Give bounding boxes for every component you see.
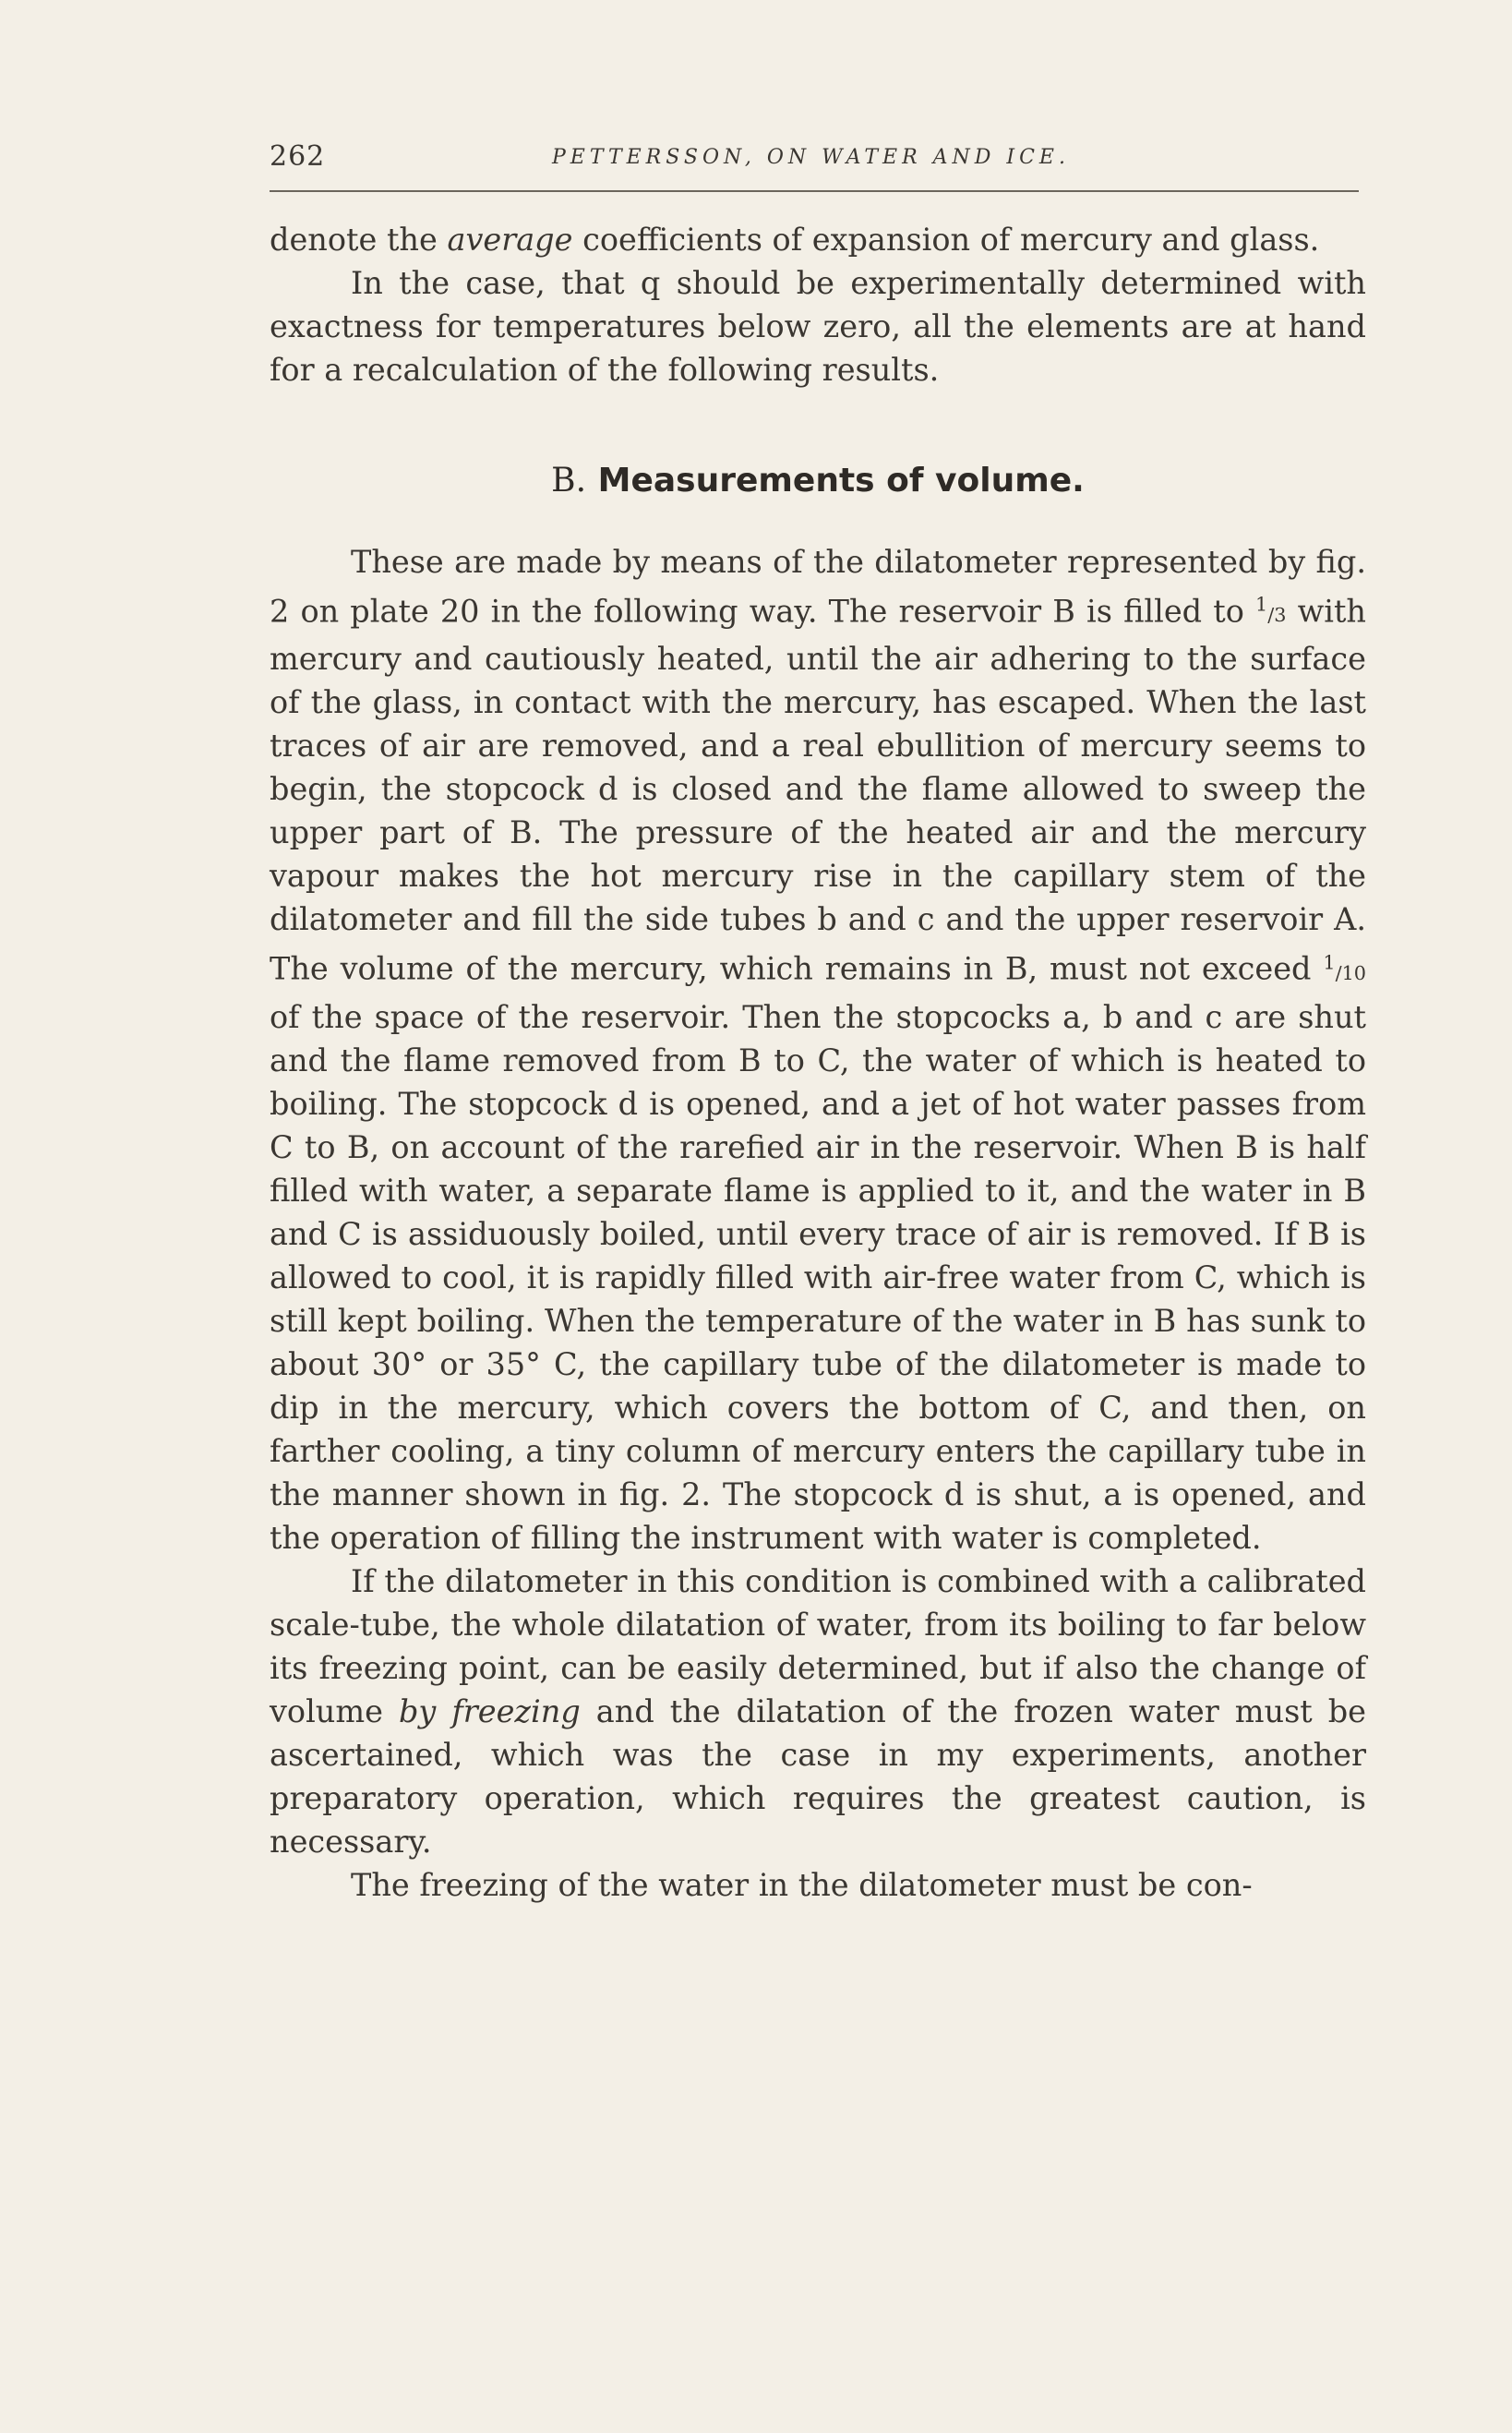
paragraph-4: If the dilatometer in this condition is combined with a calibrated scale-tube, the whole dilatation of water, from its boiling to far below its freezing point, can be easily determined, but if also the change of volume by freezing and the dilatation of the frozen water must be ascertained, which was the case in my experiments, another preparatory operation, which requires the greatest caution, is necessary. [270, 1562, 1367, 1860]
emphasis-by-freezing: by freezing [398, 1692, 581, 1729]
page-header [270, 140, 1359, 181]
fraction-one-tenth: 1/10 [1323, 951, 1366, 984]
paragraph-2: In the case, that q should be experimentally determined with exactness for temperatures below zero, all the elements are at hand for a recalculation of the following results. [270, 265, 1366, 388]
paragraph-5: The freezing of the water in the dilatometer must be con- [351, 1866, 1253, 1903]
running-title: PETTERSSON, ON WATER AND ICE. [552, 146, 1070, 169]
fraction-one-third: 1/3 [1255, 594, 1287, 627]
section-letter: B. [551, 462, 587, 500]
header-rule [270, 190, 1359, 192]
page-number: 262 [270, 140, 326, 173]
paragraph-3: These are made by means of the dilatometer represented by fig. 2 on plate 20 in the following way. The reservoir B is filled to 1/3 with mercury and cautiously heated, until the air adhering to the surface of the glass, in contact with the mercury, has escaped. When the last traces of air are removed, and a real ebullition of mercury seems to begin, the stopcock d is closed and the flame allowed to sweep the upper part of B. The pressure of the heated air and the mercury vapour makes the hot mercury rise in the capillary stem of the dilatometer and fill the side tubes b and c and the upper reservoir A. The volume of the mercury, which remains in B, must not exceed 1/10 of the space of the reservoir. Then the stopcocks a, b and c are shut and the flame removed from B to C, the water of which is heated to boiling. The stopcock d is opened, and a jet of hot water passes from C to B, on account of the rarefied air in the reservoir. When B is half filled with water, a separate flame is applied to it, and the water in B and C is assiduously boiled, until every trace of air is removed. If B is allowed to cool, it is rapidly filled with air-free water from C, which is still kept boiling. When the temperature of the water in B has sunk to about 30° or 35° C, the capillary tube of the dilatometer is made to dip in the mercury, which covers the bottom of C, and then, on farther cooling, a tiny column of mercury enters the capillary tube in the manner shown in fig. 2. The stopcock d is shut, a is opened, and the operation of filling the instrument with water is completed. [270, 544, 1366, 1556]
emphasis-average: average [447, 222, 573, 258]
paragraph-1: denote the average coefficients of expansion of mercury and glass. [270, 222, 1320, 258]
section-heading [270, 459, 1366, 503]
section-title: Measurements of volume. [597, 462, 1085, 500]
body-text [270, 218, 1366, 1907]
